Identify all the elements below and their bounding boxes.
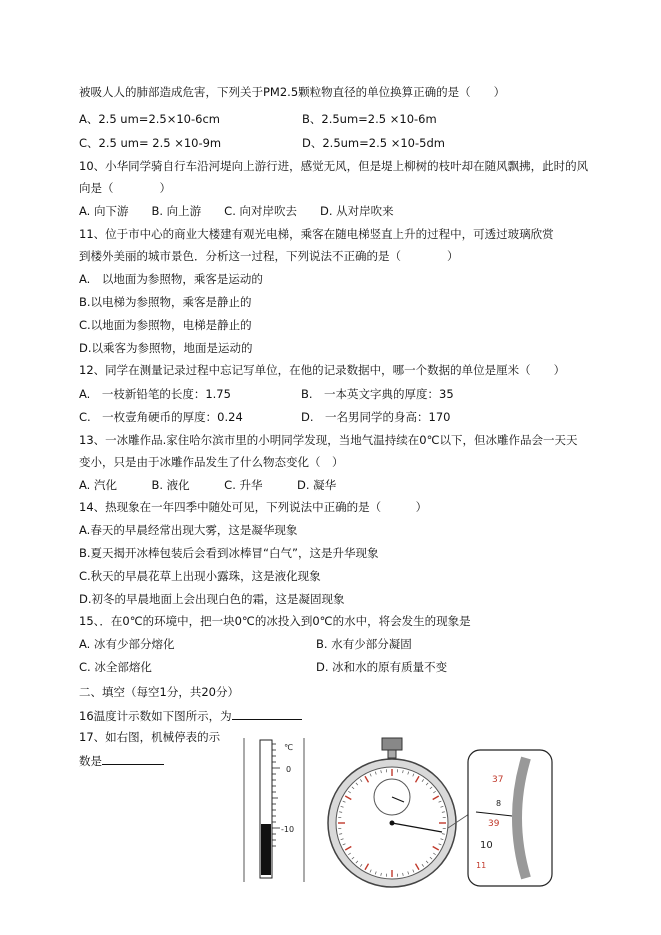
thermometer-ticks [272, 744, 280, 846]
q15-stem: 15、．在0℃的环境中，把一块0℃的冰投入到0℃的水中，将会发生的现象是 [79, 614, 471, 628]
zoom-label-11: 11 [476, 861, 487, 870]
thermometer-label-minus10: -10 [281, 825, 295, 834]
q13-stem-line2: 变小，只是由于冰雕作品发生了什么物态变化（ ） [79, 455, 344, 469]
q11-stem-line1: 11、位于市中心的商业大楼建有观光电梯，乘客在随电梯竖直上升的过程中，可透过玻璃欣赏 [79, 227, 554, 241]
thermometer-figure [236, 736, 308, 886]
q10-options: A. 向下游 B. 向上游 C. 向对岸吹去 D. 从对岸吹来 [79, 204, 394, 218]
q12-option-c: C. 一枚壹角硬币的厚度：0.24 [79, 410, 243, 424]
q17-line2 [79, 752, 164, 769]
q9-option-c: C、2.5 um= 2.5 ×10-9m [79, 136, 222, 150]
q17-text: 数是 [79, 754, 102, 768]
zoom-label-8: 8 [496, 799, 502, 808]
stopwatch-stem [388, 750, 396, 758]
stopwatch-figure [326, 736, 556, 892]
q17-answer-blank[interactable] [102, 752, 164, 765]
q15-option-c: C. 冰全部熔化 [79, 660, 152, 674]
q15-option-b: B. 水有少部分凝固 [316, 637, 412, 651]
zoom-label-39: 39 [488, 819, 500, 829]
stopwatch-crown [382, 738, 402, 750]
q9-option-d: D、2.5um=2.5 ×10-5dm [302, 136, 445, 150]
thermometer-bulb [261, 847, 271, 875]
q13-options: A. 汽化 B. 液化 C. 升华 D. 凝华 [79, 478, 337, 492]
q14-option-a: A.春天的早晨经常出现大雾，这是凝华现象 [79, 523, 298, 537]
section-heading-fill-in: 二、填空（每空1分，共20分） [79, 685, 239, 699]
zoom-label-37: 37 [492, 775, 504, 785]
q9-option-b: B、2.5um=2.5 ×10-6m [302, 112, 437, 126]
mercury-column [261, 824, 271, 847]
q14-stem: 14、热现象在一年四季中随处可见，下列说法中正确的是（ ） [79, 500, 428, 514]
q15-option-a: A. 冰有少部分熔化 [79, 637, 175, 651]
q12-option-b: B. 一本英文字典的厚度：35 [301, 387, 454, 401]
thermometer-label-0: 0 [286, 765, 292, 774]
q16-text: 16温度计示数如下图所示，为 [79, 709, 232, 723]
q11-option-b: B.以电梯为参照物，乘客是静止的 [79, 295, 252, 309]
q11-option-a: A. 以地面为参照物，乘客是运动的 [79, 272, 263, 286]
q14-option-d: D.初冬的早晨地面上会出现白色的霜，这是凝固现象 [79, 592, 345, 606]
q12-option-d: D. 一名男同学的身高：170 [301, 410, 451, 424]
q16-answer-blank[interactable] [232, 707, 302, 720]
zoom-label-10: 10 [480, 840, 493, 851]
dial-center [390, 821, 395, 826]
q13-stem-line1: 13、一冰雕作品.家住哈尔滨市里的小明同学发现，当地气温持续在0℃以下，但冰雕作品会一天天 [79, 433, 578, 447]
q17-line1: 17、如右图，机械停表的示 [79, 730, 221, 744]
q10-stem-line1: 10、小华同学骑自行车沿河堤向上游行进，感觉无风，但是堤上柳树的枝叶却在随风飘拂，此时的风 [79, 159, 589, 173]
q12-option-a: A. 一枝新铅笔的长度：1.75 [79, 387, 231, 401]
q11-option-c: C.以地面为参照物，电梯是静止的 [79, 318, 252, 332]
thermometer-unit: ℃ [284, 743, 293, 752]
q15-option-d: D. 冰和水的原有质量不变 [316, 660, 448, 674]
q12-stem: 12、同学在测量记录过程中忘记写单位，在他的记录数据中，哪一个数据的单位是厘米（ ） [79, 363, 566, 377]
q11-stem-line2: 到楼外美丽的城市景色．分析这一过程，下列说法不正确的是（ ） [79, 249, 459, 263]
q14-option-c: C.秋天的早晨花草上出现小露珠，这是液化现象 [79, 569, 321, 583]
q9-option-a: A、2.5 um=2.5×10-6cm [79, 112, 220, 126]
q11-option-d: D.以乘客为参照物，地面是运动的 [79, 341, 253, 355]
q16-line [79, 707, 302, 724]
q9-stem: 被吸人人的肺部造成危害，下列关于PM2.5颗粒物直径的单位换算正确的是（ ） [79, 85, 506, 99]
q10-stem-line2: 向是（ ） [79, 181, 171, 195]
q14-option-b: B.夏天揭开冰棒包装后会看到冰棒冒“白气”，这是升华现象 [79, 546, 379, 560]
